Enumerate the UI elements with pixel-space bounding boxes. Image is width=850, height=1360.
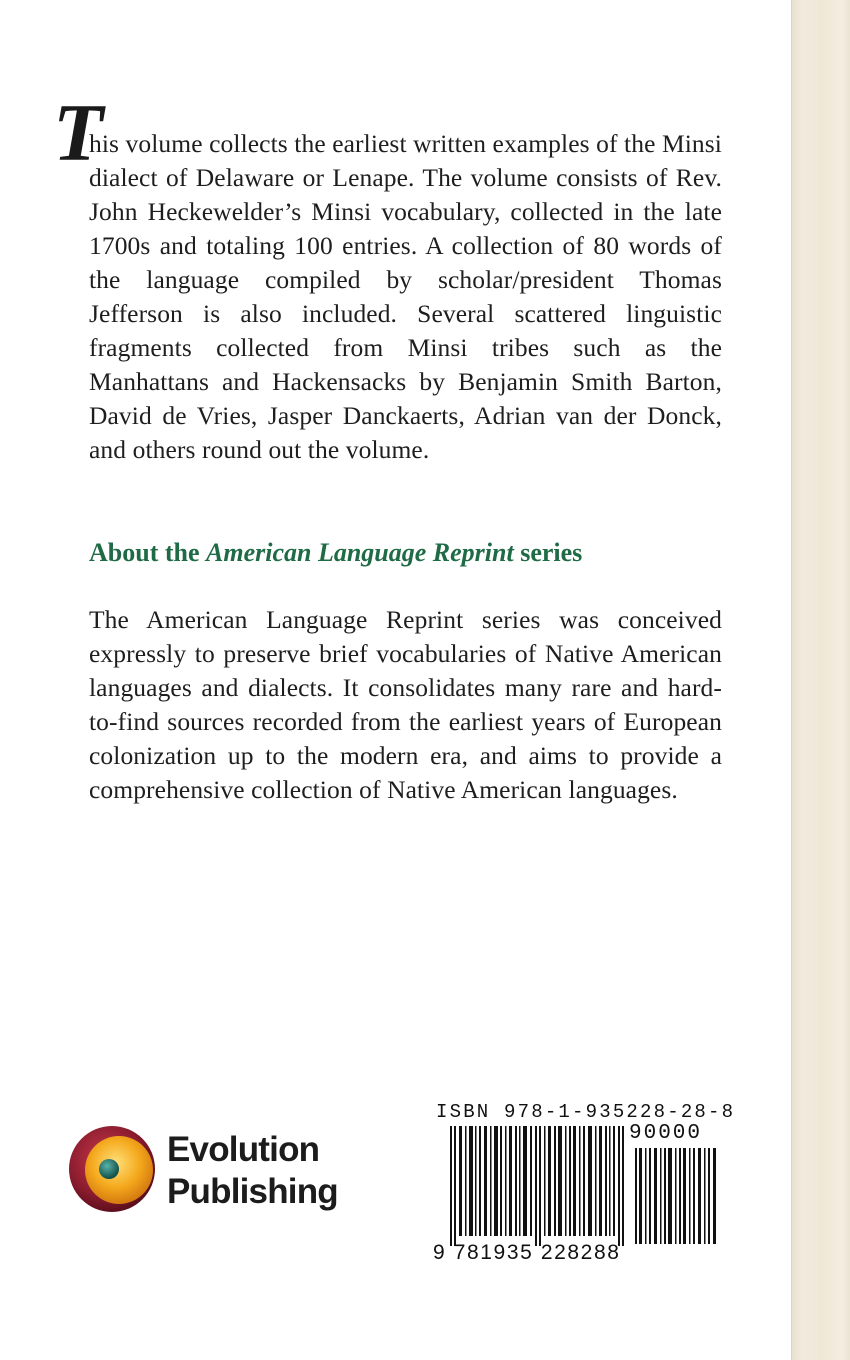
intro-text: his volume collects the earliest written examples of the Minsi dialect of Delaware or Lenape. The volume consists of Rev. John Heckewelder’s Minsi vocabulary, collected in the late 1700s and totaling 100 entries. A collection of 80 words of the language compiled by scholar/president Thomas Jefferson is also included. Several scattered linguistic fragments collected from Minsi tribes such as the Manhattans and Hackensacks by Benjamin Smith Barton, David de Vries, Jasper Danckaerts, Adrian van der Donck, and others round out the volume. [89, 129, 722, 464]
series-paragraph: The American Language Reprint series was conceived expressly to preserve brief vocabularies of Native American languages and dialects. It consolidates many rare and hard-to-find sources recorded from the earliest years of European colonization up to the modern era, and aims to provide a comprehensive collection of Native American languages. [89, 605, 722, 804]
drop-cap: T [53, 87, 104, 178]
book-spine-edge [791, 0, 850, 1360]
ean-barcode-bars [450, 1126, 628, 1246]
publisher-logo [68, 1125, 338, 1220]
isbn-barcode [430, 1100, 736, 1270]
price-code: 90000 [629, 1122, 703, 1145]
addon-barcode-bars [635, 1148, 719, 1244]
publisher-name-line2: Publishing [167, 1172, 338, 1211]
intro-paragraph [89, 127, 722, 467]
series-heading-suffix: series [513, 538, 583, 567]
series-heading-italic: American Language Reprint [206, 538, 514, 567]
publisher-name [167, 1129, 338, 1213]
evolution-logo-icon [68, 1125, 156, 1213]
series-heading-prefix: About the [89, 538, 207, 567]
publisher-name-line1: Evolution [167, 1130, 320, 1169]
ean-digits: 9 781935 228288 [433, 1241, 621, 1264]
series-heading [89, 536, 722, 570]
isbn-label: ISBN 978-1-935228-28-8 [436, 1101, 736, 1123]
